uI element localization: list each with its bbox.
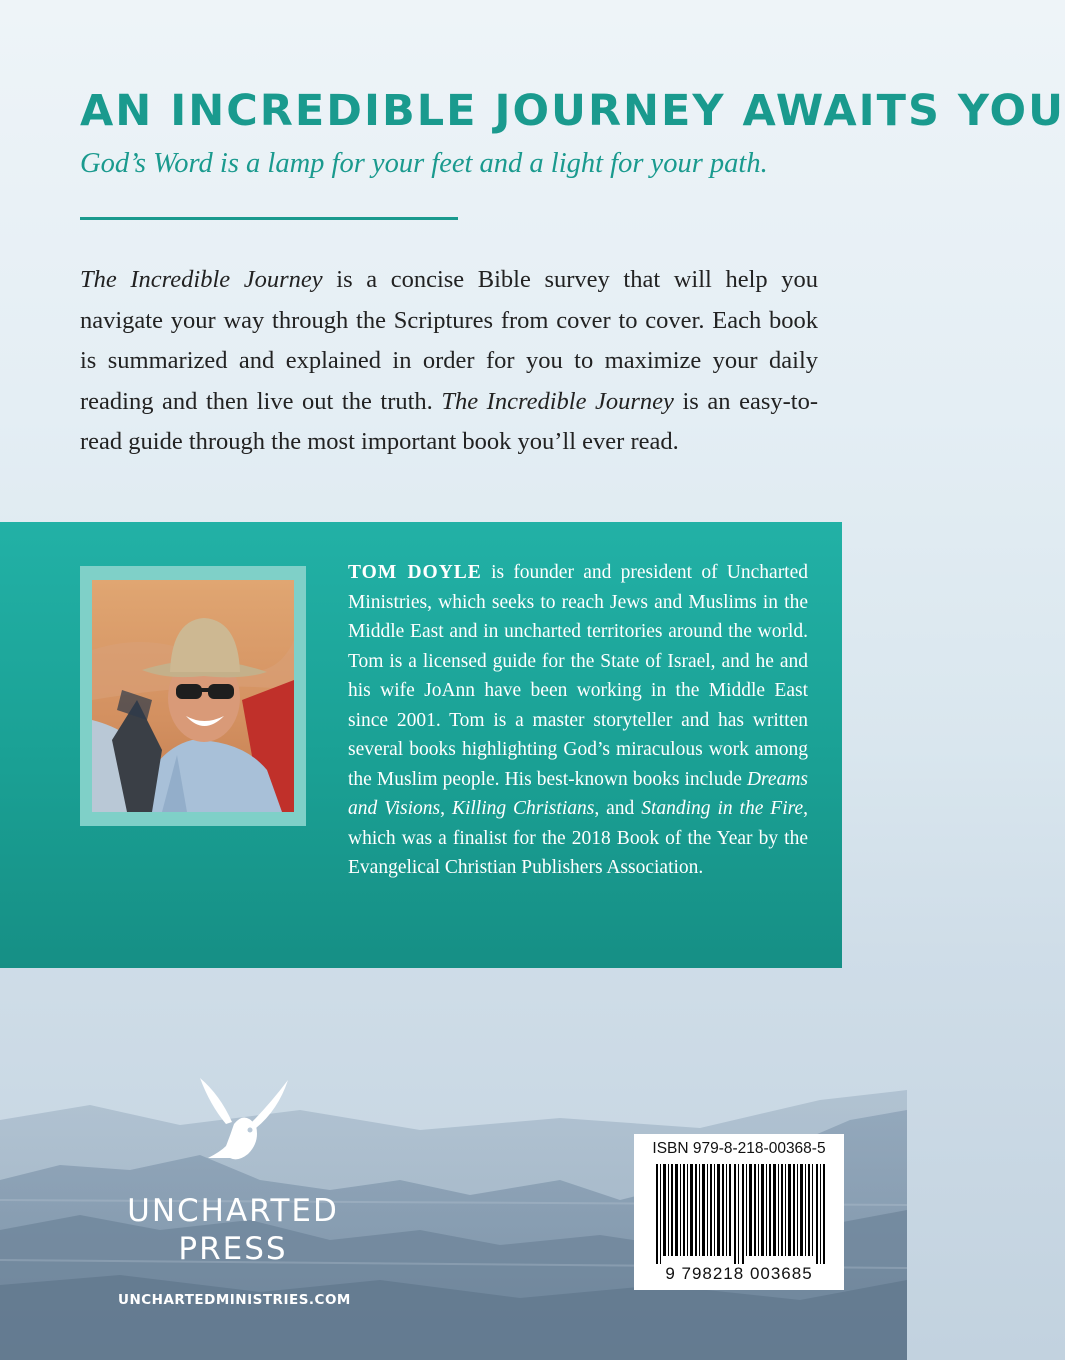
publisher-name xyxy=(118,1192,348,1268)
author-name: TOM DOYLE xyxy=(348,562,482,583)
book-title: Dreams and Visions xyxy=(348,768,808,819)
author-photo xyxy=(92,580,294,812)
barcode-box xyxy=(634,1134,844,1290)
publisher-website: UNCHARTEDMINISTRIES.COM xyxy=(118,1292,351,1308)
tagline: God’s Word is a lamp for your feet and a light for your path. xyxy=(80,148,768,179)
headline: AN INCREDIBLE JOURNEY AWAITS YOU xyxy=(80,86,1065,136)
bio-text: , xyxy=(440,798,452,819)
isbn-label: ISBN 979-8-218-00368-5 xyxy=(652,1140,826,1157)
bio-text: , which was a finalist for the 2018 Book of the Year by the Evangelical Christian Publishers Association. xyxy=(348,798,809,878)
description-text: is a concise Bible survey that will help you navigate your way through the Scriptures from cover to cover. Each book is summarized and explained in order for you to maximize your daily reading and then live out the truth. xyxy=(80,266,818,415)
bio-text: , and xyxy=(594,798,642,819)
book-title: Killing Christians xyxy=(451,798,595,819)
bio-text: is founder and president of Uncharted Ministries, which seeks to reach Jews and Muslims in the Middle East and in uncharted territories around the world. Tom is a licensed guide for the State of Israel, and he and his wife JoAnn have been working in the Middle East since 2001. Tom is a master storyteller and has written several books highlighting God’s miraculous work among the Muslim people. His best-known books include xyxy=(348,562,809,790)
book-description xyxy=(80,260,818,463)
author-photo-frame xyxy=(80,566,306,826)
publisher-name-line: PRESS xyxy=(178,1231,288,1267)
book-title: Standing in the Fire xyxy=(641,798,804,819)
author-bio xyxy=(348,558,808,883)
divider-rule xyxy=(80,217,458,220)
bird-icon xyxy=(190,1070,300,1180)
barcode-digits: 9 798218 003685 xyxy=(665,1264,813,1283)
book-title: The Incredible Journey xyxy=(80,266,323,293)
publisher-name-line: UNCHARTED xyxy=(127,1193,339,1229)
barcode-icon xyxy=(656,1164,826,1264)
description-text: is an easy-to-read guide through the most important book you’ll ever read. xyxy=(80,387,818,455)
book-title: The Incredible Journey xyxy=(441,387,674,415)
